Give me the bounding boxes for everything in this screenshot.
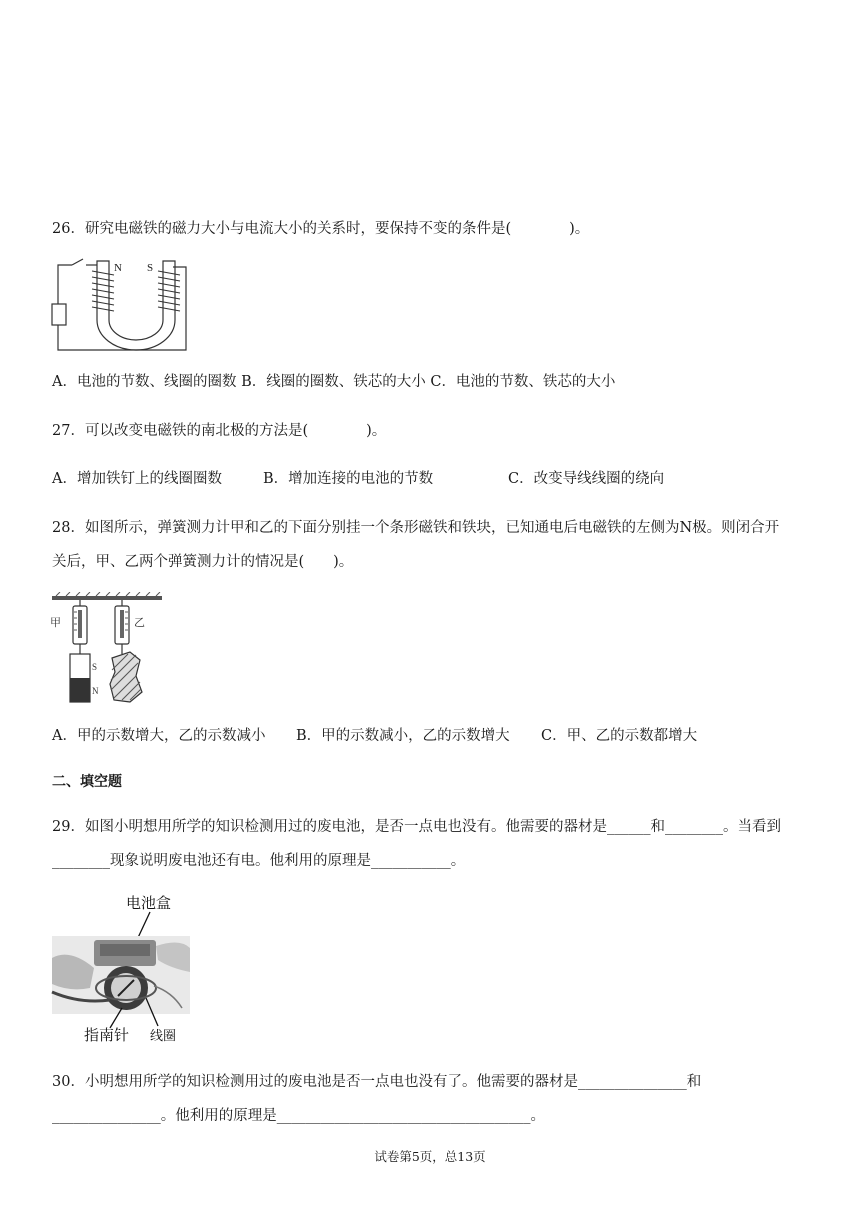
- q28-fig-n-label: N: [92, 686, 99, 696]
- q26-fig-s-label: S: [147, 262, 154, 274]
- q26-fig-n-label: N: [114, 262, 122, 274]
- q28-option-c: C．甲、乙的示数都增大: [541, 728, 698, 744]
- q26-options: A．电池的节数、线圈的圈数 B．线圈的圈数、铁芯的大小 C．电池的节数、铁芯的大小: [52, 374, 616, 390]
- q28-fig-s-label: S: [92, 662, 98, 672]
- page-footer: 试卷第5页，总13页: [374, 1149, 486, 1164]
- q27-stem: 27．可以改变电磁铁的南北极的方法是( )。: [52, 423, 387, 439]
- q29-fig-coil-label: 线圈: [150, 1029, 177, 1044]
- q28-stem-line2: 关后，甲、乙两个弹簧测力计的情况是( )。: [52, 554, 354, 570]
- section-title-fill-blank: 二、填空题: [52, 774, 122, 790]
- q28-option-b: B．甲的示数减小，乙的示数增大: [296, 728, 510, 744]
- q26-stem: 26．研究电磁铁的磁力大小与电流大小的关系时，要保持不变的条件是( )。: [52, 221, 590, 237]
- q28-fig-yi-label: 乙: [134, 616, 145, 629]
- q28-spring-scale-figure: [50, 592, 166, 706]
- q29-fig-compass-label: 指南针: [84, 1026, 130, 1044]
- q30-line2: _______________。他利用的原理是___________________________________。: [52, 1108, 545, 1124]
- q27-option-c: C．改变导线线圈的绕向: [508, 471, 665, 487]
- q28-option-a: A．甲的示数增大，乙的示数减小: [52, 728, 266, 744]
- q30-line1: 30．小明想用所学的知识检测用过的废电池是否一点电也没有了。他需要的器材是_______________和: [52, 1074, 702, 1090]
- q27-option-a: A．增加铁钉上的线圈圈数: [52, 471, 222, 487]
- q29-line1: 29．如图小明想用所学的知识检测用过的废电池，是否一点电也没有。他需要的器材是______和________。当看到: [52, 819, 781, 835]
- q29-battery-compass-photo: [50, 888, 195, 1044]
- q26-electromagnet-figure: [50, 257, 190, 357]
- q29-fig-battery-box-label: 电池盒: [126, 894, 172, 912]
- q27-option-b: B．增加连接的电池的节数: [263, 471, 434, 487]
- q29-line2: ________现象说明废电池还有电。他利用的原理是___________。: [52, 853, 466, 869]
- q28-fig-jia-label: 甲: [50, 616, 61, 629]
- q28-stem-line1: 28．如图所示，弹簧测力计甲和乙的下面分别挂一个条形磁铁和铁块，已知通电后电磁铁的左侧为N极。则闭合开: [52, 520, 780, 536]
